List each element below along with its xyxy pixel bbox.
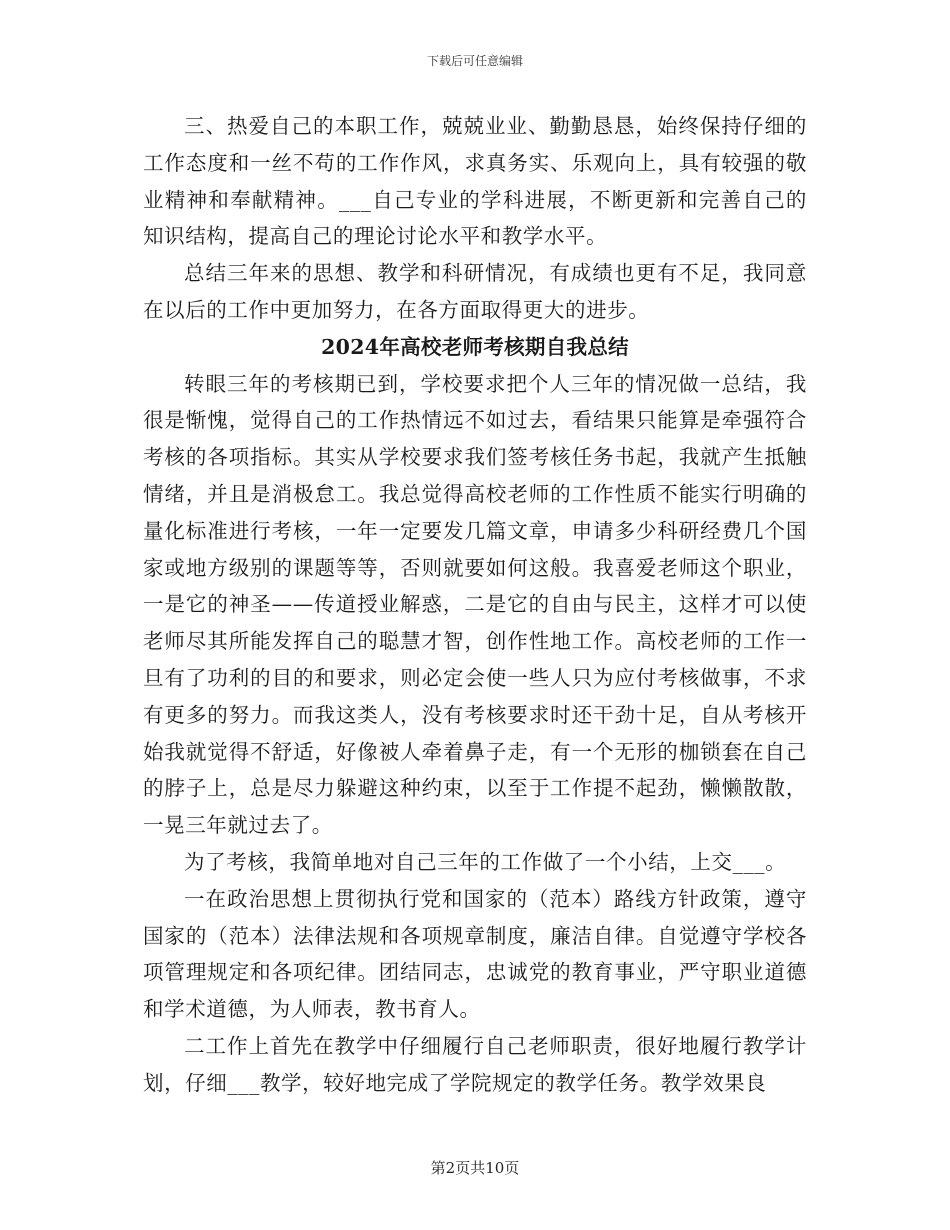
paragraph-reflection: 转眼三年的考核期已到，学校要求把个人三年的情况做一总结，我很是惭愧，觉得自己的工作热情远不如过去，看结果只能算是牵强符合考核的各项指标。其实从学校要求我们签考核任务书起，我就产生抵触情绪，并且是消极怠工。我总觉得高校老师的工作性质不能实行明确的量化标准进行考核，一年一定要发几篇文章，申请多少科研经费几个国家或地方级别的课题等等，否则就要如何这般。我喜爱老师这个职业，一是它的神圣——传道授业解惑，二是它的自由与民主，这样才可以使老师尽其所能发挥自己的聪慧才智，创作性地工作。高校老师的工作一旦有了功利的目的和要求，则必定会使一些人只为应付考核做事，不求有更多的努力。而我这类人，没有考核要求时还干劲十足，自从考核开始我就觉得不舒适，好像被人牵着鼻子走，有一个无形的枷锁套在自己的脖子上，总是尽力躲避这种约束，以至于工作提不起劲，懒懒散散，一晃三年就过去了。 — [143, 371, 807, 838]
paragraph-political: 一在政治思想上贯彻执行党和国家的（范本）路线方针政策，遵守国家的（范本）法律法规和各项规章制度，廉洁自律。自觉遵守学校各项管理规定和各项纪律。团结同志，忠诚党的教育事业，严守职业道德和学术道德，为人师表，教书育人。 — [143, 886, 807, 1022]
page-number: 第2页共10页 — [430, 1159, 520, 1177]
paragraph-summary: 总结三年来的思想、教学和科研情况，有成绩也更有不足，我同意在以后的工作中更加努力，在各方面取得更大的进步。 — [143, 261, 807, 322]
paragraph-report-intro: 为了考核，我简单地对自己三年的工作做了一个小结，上交___。 — [184, 849, 787, 874]
document-body — [143, 108, 807, 1102]
section-title: 2024年高校老师考核期自我总结 — [321, 334, 629, 359]
paragraph-dedication: 三、热爱自己的本职工作，兢兢业业、勤勤恳恳，始终保持仔细的工作态度和一丝不苟的工作作风，求真务实、乐观向上，具有较强的敬业精神和奉献精神。___自己专业的学科进展，不断更新和完善自己的知识结构，提高自己的理论讨论水平和教学水平。 — [143, 114, 807, 249]
page-header: 下载后可任意编辑 — [426, 54, 523, 68]
paragraph-teaching: 二工作上首先在教学中仔细履行自己老师职责，很好地履行教学计划，仔细___教学，较好地完成了学院规定的教学任务。教学效果良 — [143, 1033, 807, 1095]
